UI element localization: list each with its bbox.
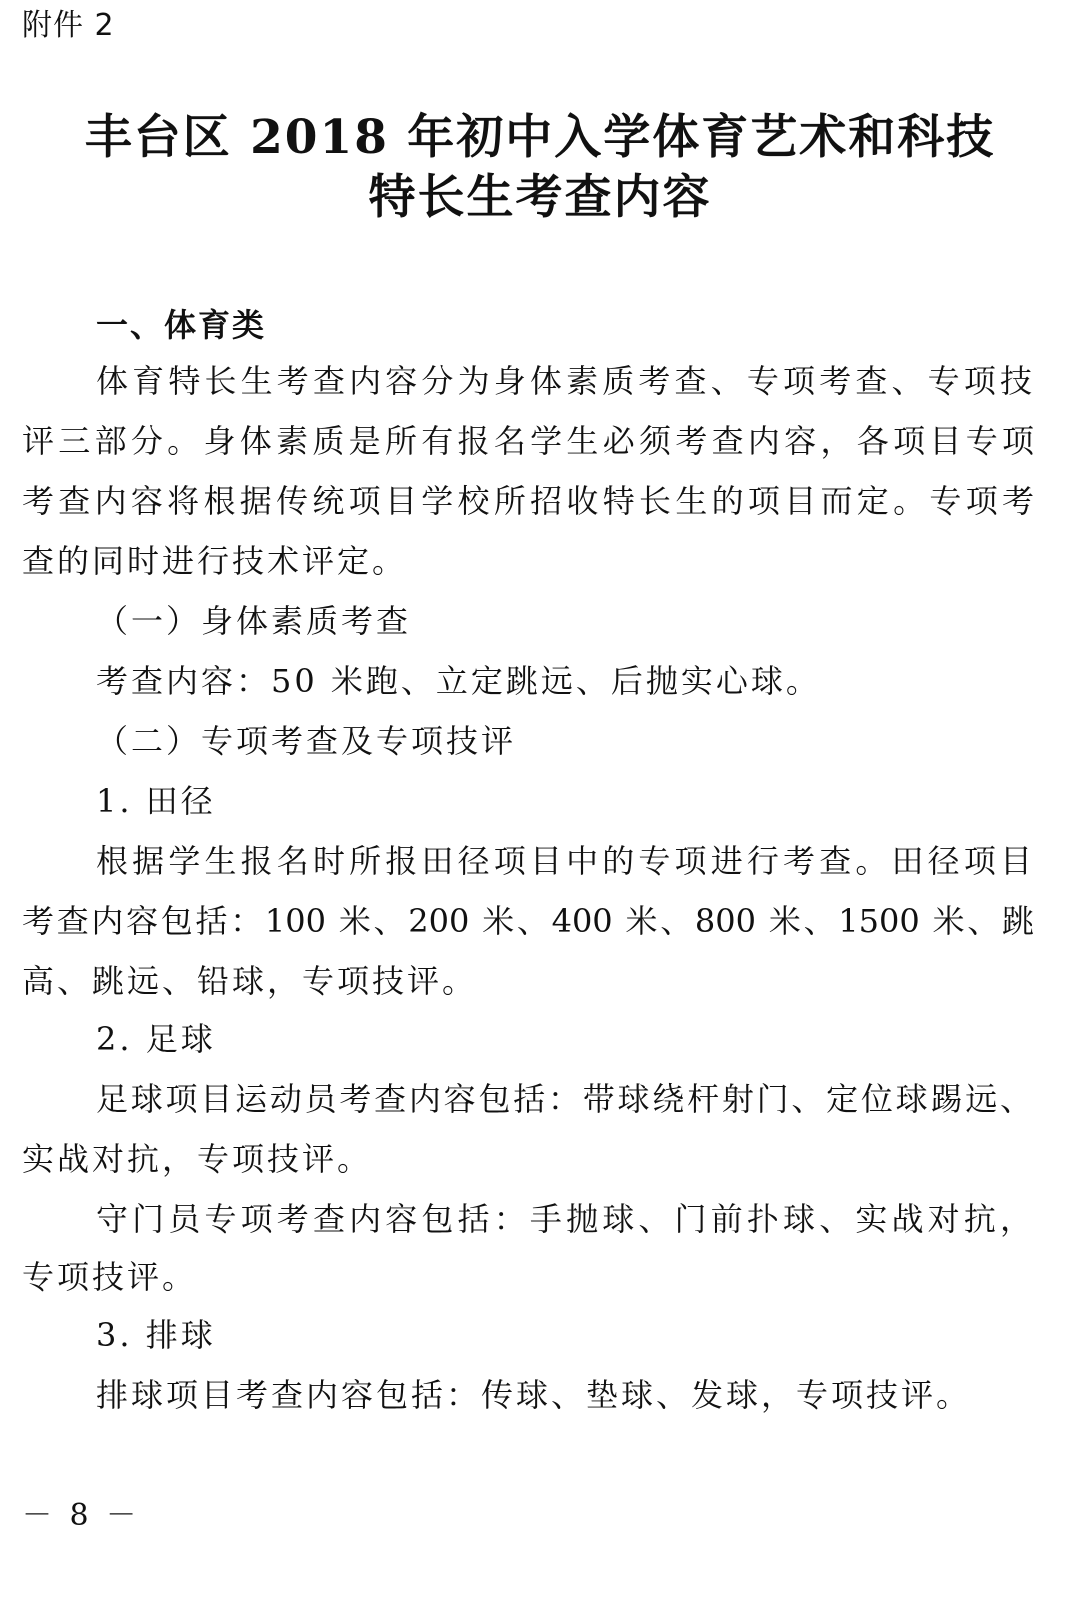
football-line-2: 实战对抗，专项技评。 (22, 1140, 373, 1178)
track-field-line-3: 高、跳远、铅球，专项技评。 (22, 962, 478, 1000)
page-number: － 8 － (22, 1498, 141, 1533)
track-field-line-2: 考查内容包括：100 米、200 米、400 米、800 米、1500 米、跳 (22, 902, 1034, 940)
intro-line-4: 查的同时进行技术评定。 (22, 542, 408, 580)
item-title-volleyball: 3. 排球 (96, 1316, 216, 1354)
item-title-track-field: 1. 田径 (96, 782, 216, 820)
volleyball-line-1: 排球项目考查内容包括：传球、垫球、发球，专项技评。 (96, 1376, 972, 1414)
intro-line-2: 评三部分。身体素质是所有报名学生必须考查内容，各项目专项 (22, 422, 1034, 460)
football-line-3: 守门员专项考查内容包括：手抛球、门前扑球、实战对抗， (96, 1200, 1032, 1238)
section-heading-sports: 一、体育类 (96, 306, 267, 344)
attachment-label: 附件 2 (22, 8, 115, 43)
document-title-line-2: 特长生考查内容 (368, 170, 712, 225)
physical-test-content: 考查内容：50 米跑、立定跳远、后抛实心球。 (96, 662, 821, 700)
intro-line-1: 体育特长生考查内容分为身体素质考查、专项考查、专项技 (96, 362, 1032, 400)
document-title-line-1: 丰台区 2018 年初中入学体育艺术和科技 (84, 110, 996, 165)
track-field-line-1: 根据学生报名时所报田径项目中的专项进行考查。田径项目 (96, 842, 1032, 880)
intro-line-3: 考查内容将根据传统项目学校所招收特长生的项目而定。专项考 (22, 482, 1034, 520)
item-title-football: 2. 足球 (96, 1020, 216, 1058)
subsection-heading-specialty: （二）专项考查及专项技评 (96, 722, 517, 760)
football-line-4: 专项技评。 (22, 1258, 198, 1296)
subsection-heading-physical: （一）身体素质考查 (96, 602, 412, 640)
football-line-1: 足球项目运动员考查内容包括：带球绕杆射门、定位球踢远、 (96, 1080, 1032, 1118)
